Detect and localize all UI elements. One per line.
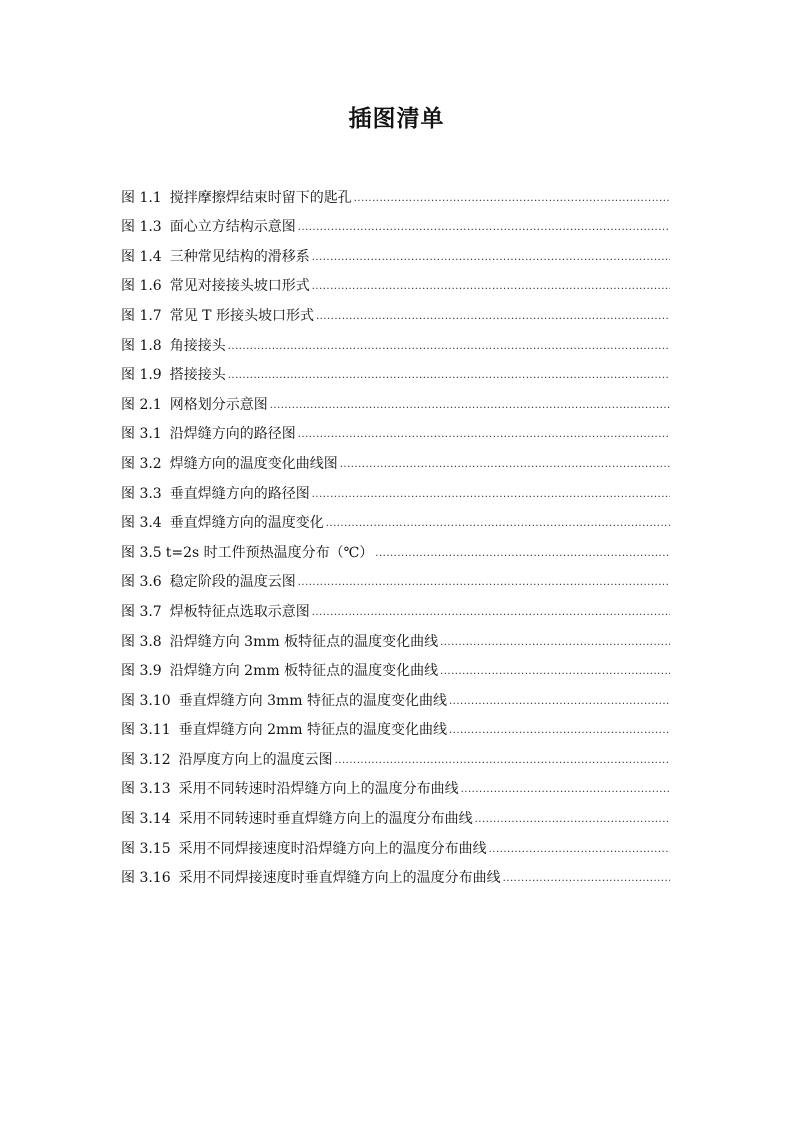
figure-number: 图 3.13	[121, 781, 171, 798]
dot-leader	[335, 754, 670, 768]
list-item	[121, 355, 670, 385]
dot-leader	[228, 340, 670, 354]
figure-number: 图 3.4	[121, 515, 162, 532]
figure-number: 图 1.4	[121, 248, 162, 265]
list-item	[121, 621, 670, 651]
dot-leader	[489, 843, 670, 857]
figure-list	[121, 177, 670, 887]
figure-number: 图 3.1	[121, 426, 162, 443]
dot-leader	[340, 458, 670, 472]
figure-caption: 采用不同转速时垂直焊缝方向上的温度分布曲线	[178, 811, 473, 828]
dot-leader	[228, 369, 670, 383]
list-item	[121, 177, 670, 207]
figure-caption: 焊板特征点选取示意图	[169, 603, 310, 620]
figure-number: 图 3.7	[121, 603, 162, 620]
figure-number: 图 3.5	[121, 544, 162, 561]
list-item	[121, 503, 670, 533]
figure-number: 图 1.7	[121, 307, 162, 324]
dot-leader	[312, 488, 670, 502]
list-item	[121, 710, 670, 740]
figure-caption: 沿厚度方向上的温度云图	[178, 751, 333, 768]
dot-leader	[298, 576, 670, 590]
dot-leader	[449, 724, 670, 738]
figure-number: 图 1.3	[121, 219, 162, 236]
figure-caption: 沿焊缝方向的路径图	[169, 426, 296, 443]
figure-number: 图 3.11	[121, 722, 171, 739]
figure-number: 图 3.10	[121, 692, 171, 709]
dot-leader	[375, 547, 670, 561]
figure-number: 图 3.2	[121, 455, 162, 472]
figure-number: 图 3.6	[121, 574, 162, 591]
figure-number: 图 3.3	[121, 485, 162, 502]
page-title: 插图清单	[348, 106, 445, 132]
list-item	[121, 207, 670, 237]
dot-leader	[270, 399, 670, 413]
list-item	[121, 236, 670, 266]
dot-leader	[298, 428, 670, 442]
dot-leader	[312, 606, 670, 620]
figure-caption: 面心立方结构示意图	[169, 219, 296, 236]
list-item	[121, 266, 670, 296]
figure-caption: 沿焊缝方向 2mm 板特征点的温度变化曲线	[169, 663, 439, 680]
list-item	[121, 828, 670, 858]
list-item	[121, 591, 670, 621]
figure-caption: 采用不同焊接速度时垂直焊缝方向上的温度分布曲线	[178, 870, 501, 887]
figure-number: 图 1.1	[121, 189, 162, 206]
figure-caption: 稳定阶段的温度云图	[169, 574, 296, 591]
dot-leader	[354, 192, 670, 206]
dot-leader	[326, 517, 670, 531]
figure-number: 图 3.8	[121, 633, 162, 650]
list-item	[121, 562, 670, 592]
list-item	[121, 651, 670, 681]
list-item	[121, 384, 670, 414]
list-item	[121, 739, 670, 769]
figure-caption: 采用不同焊接速度时沿焊缝方向上的温度分布曲线	[178, 840, 487, 857]
figure-number: 图 3.15	[121, 840, 171, 857]
dot-leader	[503, 872, 670, 886]
list-item	[121, 680, 670, 710]
figure-caption: 常见 T 形接头坡口形式	[169, 307, 314, 324]
dot-leader	[461, 783, 670, 797]
list-item	[121, 769, 670, 799]
figure-caption: t=2s 时工件预热温度分布（℃）	[165, 544, 374, 561]
dot-leader	[440, 636, 670, 650]
list-item	[121, 858, 670, 888]
figure-number: 图 1.6	[121, 278, 162, 295]
figure-number: 图 2.1	[121, 396, 162, 413]
figure-caption: 垂直焊缝方向 2mm 特征点的温度变化曲线	[178, 722, 447, 739]
figure-number: 图 1.9	[121, 367, 162, 384]
figure-caption: 三种常见结构的滑移系	[169, 248, 310, 265]
figure-caption: 网格划分示意图	[169, 396, 268, 413]
list-item	[121, 798, 670, 828]
list-item	[121, 443, 670, 473]
figure-caption: 垂直焊缝方向 3mm 特征点的温度变化曲线	[178, 692, 447, 709]
figure-caption: 角接接头	[169, 337, 226, 354]
figure-caption: 焊缝方向的温度变化曲线图	[169, 455, 338, 472]
figure-number: 图 1.8	[121, 337, 162, 354]
dot-leader	[440, 665, 670, 679]
figure-number: 图 3.12	[121, 751, 171, 768]
list-item	[121, 325, 670, 355]
figure-caption: 搅拌摩擦焊结束时留下的匙孔	[169, 189, 352, 206]
list-item	[121, 473, 670, 503]
figure-caption: 垂直焊缝方向的温度变化	[169, 515, 324, 532]
list-item	[121, 532, 670, 562]
list-item	[121, 295, 670, 325]
figure-number: 图 3.16	[121, 870, 171, 887]
dot-leader	[298, 221, 670, 235]
dot-leader	[449, 695, 670, 709]
figure-caption: 采用不同转速时沿焊缝方向上的温度分布曲线	[178, 781, 459, 798]
dot-leader	[312, 251, 670, 265]
figure-caption: 沿焊缝方向 3mm 板特征点的温度变化曲线	[169, 633, 439, 650]
dot-leader	[316, 310, 670, 324]
figure-number: 图 3.9	[121, 663, 162, 680]
dot-leader	[475, 813, 670, 827]
dot-leader	[312, 280, 670, 294]
figure-number: 图 3.14	[121, 811, 171, 828]
figure-caption: 垂直焊缝方向的路径图	[169, 485, 310, 502]
list-item	[121, 414, 670, 444]
figure-caption: 搭接接头	[169, 367, 226, 384]
figure-caption: 常见对接接头坡口形式	[169, 278, 310, 295]
